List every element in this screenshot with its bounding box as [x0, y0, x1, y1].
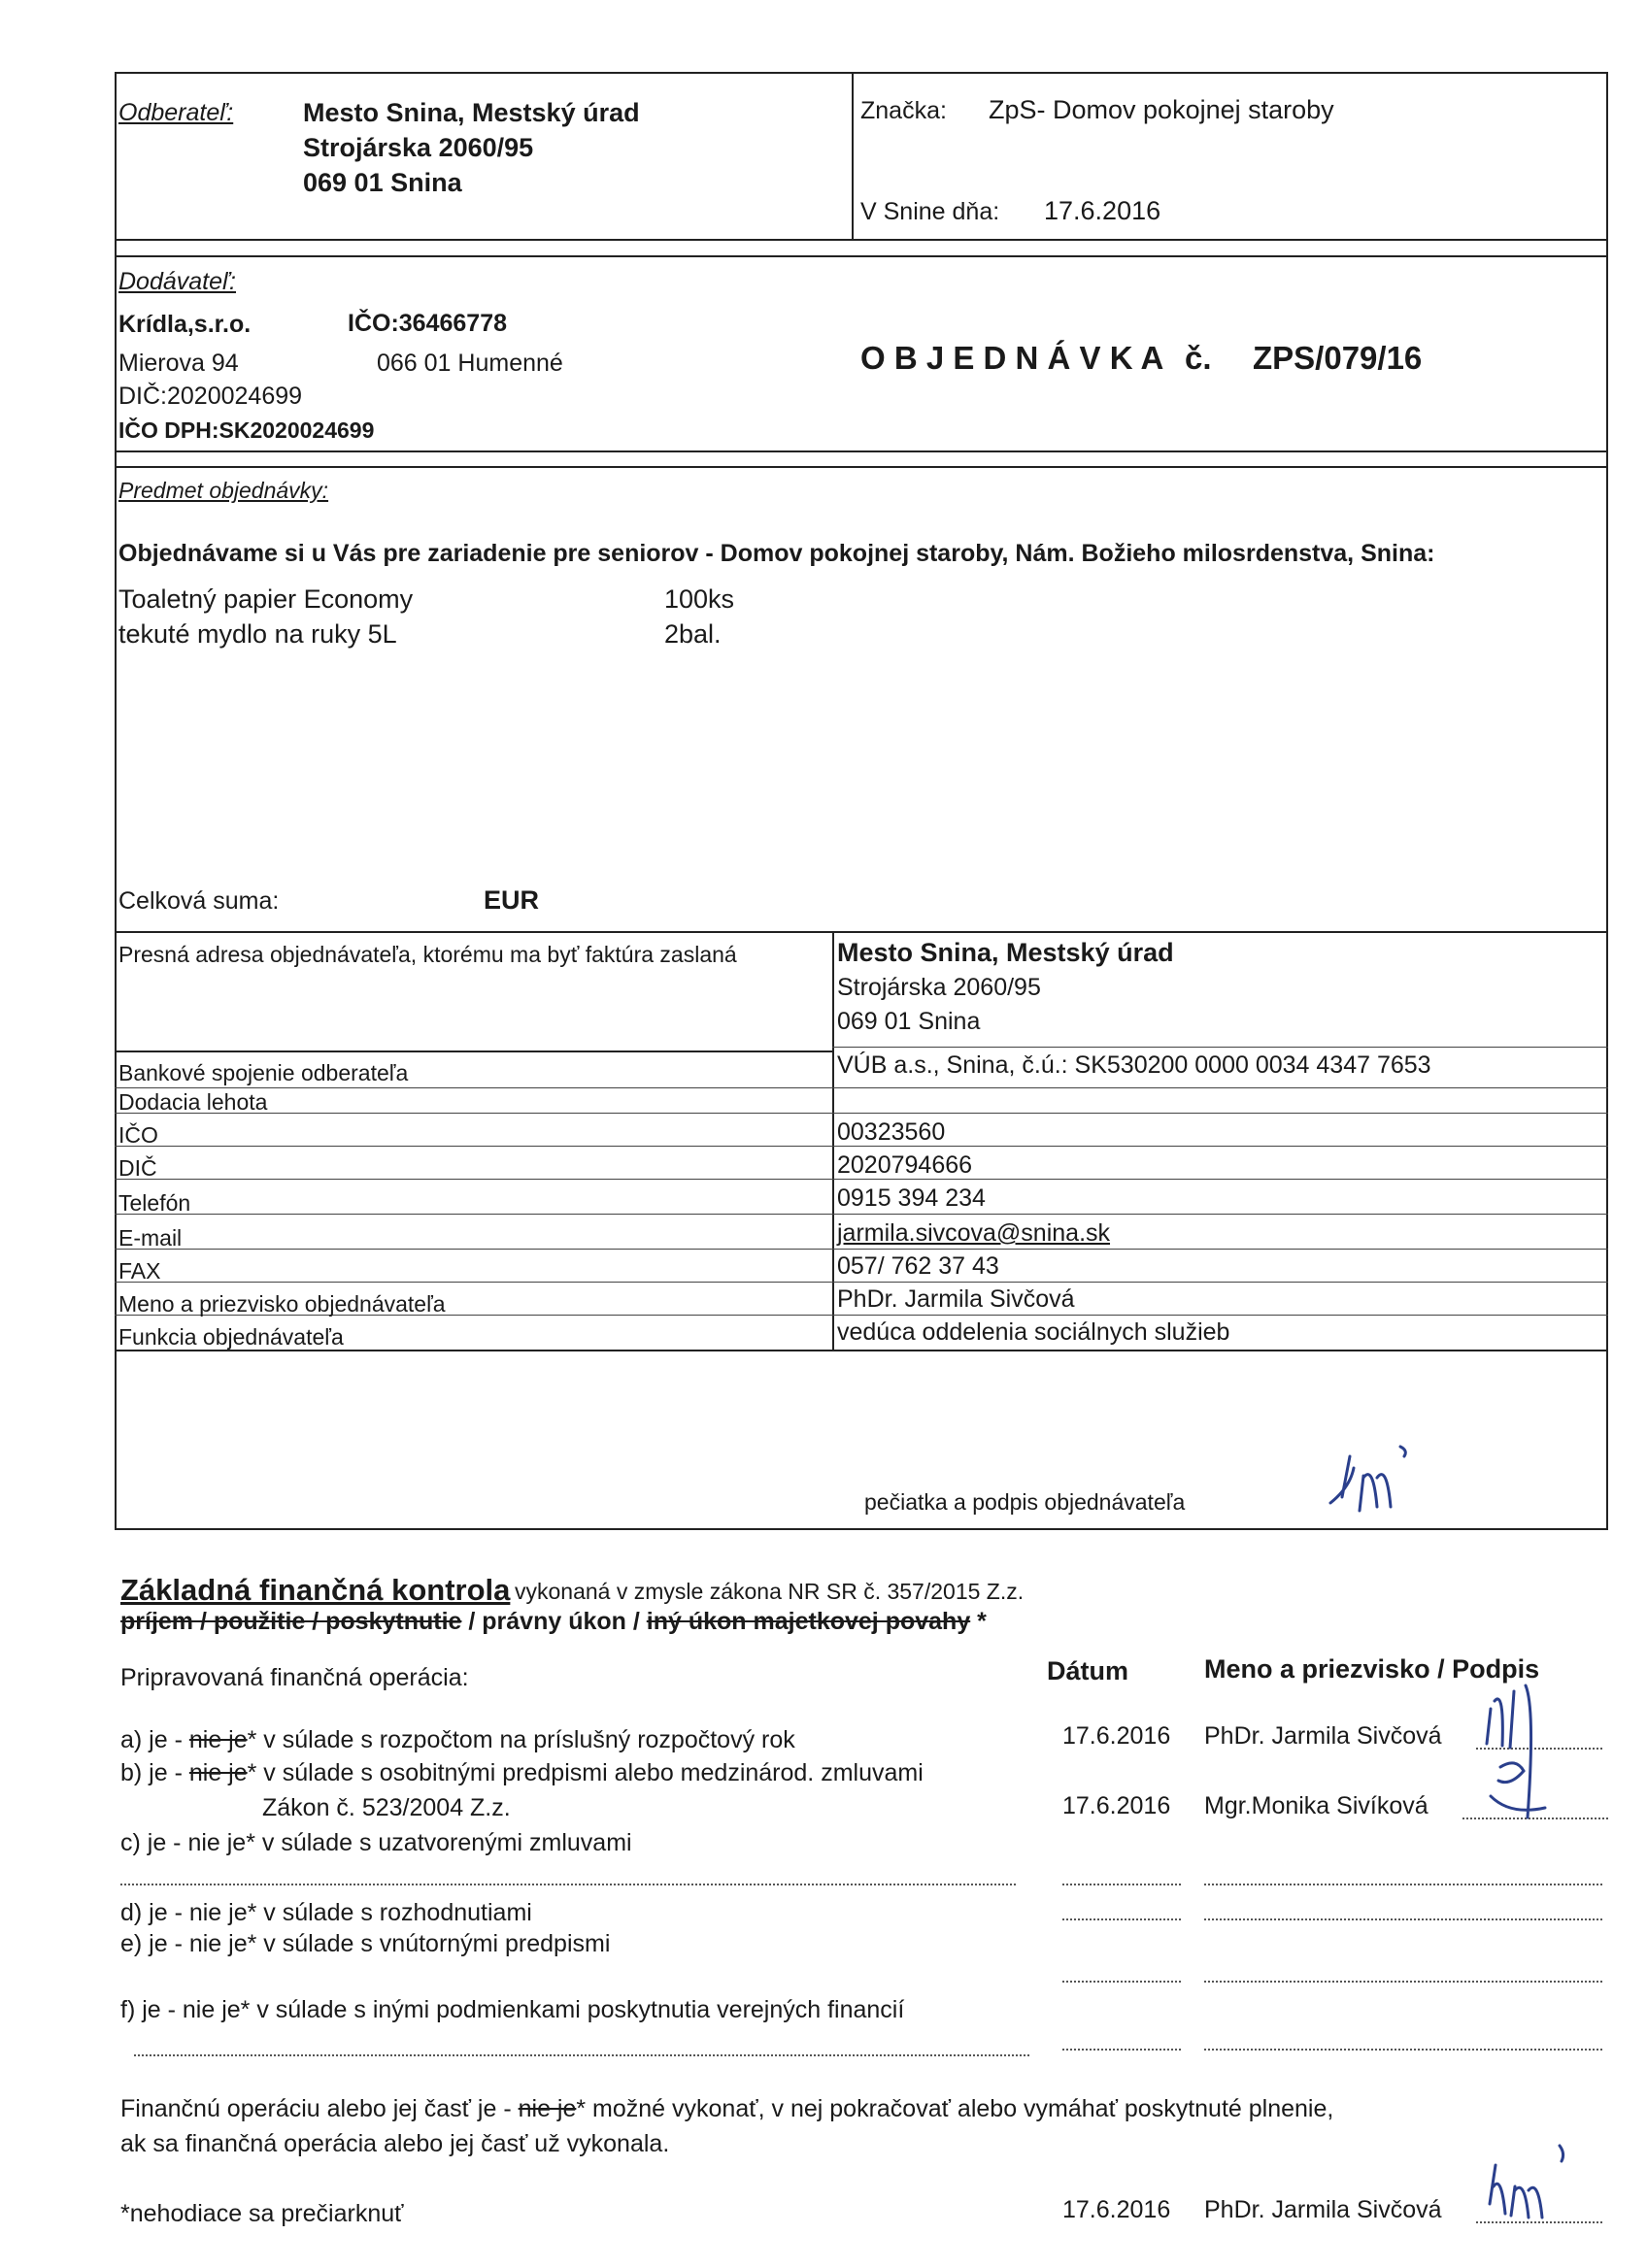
odberatel-label: Odberateľ: [118, 99, 234, 126]
phone-value: 0915 394 234 [837, 1184, 986, 1212]
row-b-text: b) je - [120, 1759, 189, 1786]
subject-intro: Objednávame si u Vás pre zariadenie pre seniorov - Domov pokojnej staroby, Nám. Božieho milosrdenstva, Snina: [118, 540, 1435, 567]
struck-text: iný úkon majetkovej povahy [646, 1608, 971, 1635]
row-label: Funkcia objednávateľa [118, 1324, 344, 1350]
fax-value: 057/ 762 37 43 [837, 1252, 999, 1280]
invoice-address-city: 069 01 Snina [837, 1008, 981, 1035]
col-date-header: Dátum [1047, 1656, 1129, 1685]
final-name: PhDr. Jarmila Sivčová [1204, 2196, 1442, 2223]
blank-line [1062, 1981, 1181, 1983]
znacka-label: Značka: [860, 97, 947, 124]
bank-value: VÚB a.s., Snina, č.ú.: SK530200 0000 0034 4347 7653 [837, 1051, 1431, 1079]
orderer-name-value: PhDr. Jarmila Sivčová [837, 1285, 1075, 1313]
row-f-text: f) je - nie je* v súlade s inými podmienkami poskytnutia verejných financií [120, 1996, 905, 2023]
row-label: Bankové spojenie odberateľa [118, 1060, 409, 1085]
row-label: Dodacia lehota [118, 1089, 268, 1115]
blank-line [1204, 1918, 1602, 1920]
struck-text: nie je [518, 2095, 577, 2122]
row-label: IČO [118, 1122, 158, 1148]
subject-label: Predmet objednávky: [118, 478, 329, 503]
row-c-text: c) je - nie je* v súlade s uzatvorenými zmluvami [120, 1829, 632, 1856]
row-b-text: * v súlade s osobitnými predpismi alebo medzinárod. zmluvami [247, 1759, 924, 1786]
znacka-value: ZpS- Domov pokojnej staroby [989, 95, 1334, 124]
order-no-label: č. [1185, 340, 1212, 376]
col-name-header: Meno a priezvisko / Podpis [1204, 1654, 1540, 1684]
invoice-address-street: Strojárska 2060/95 [837, 974, 1041, 1001]
signature-image [1471, 1651, 1568, 1825]
final-date: 17.6.2016 [1062, 2196, 1171, 2223]
legal-act-text: / právny úkon / [468, 1608, 640, 1635]
supplier-street: Mierova 94 [118, 350, 239, 377]
ico-value: 00323560 [837, 1118, 946, 1146]
blank-line [134, 2054, 1029, 2056]
rule-subject-top [115, 466, 1608, 468]
row-a-date: 17.6.2016 [1062, 1722, 1171, 1750]
row-label: E-mail [118, 1225, 183, 1251]
rule-header-bottom [115, 239, 1608, 241]
control-title-rest: vykonaná v zmysle zákona NR SR č. 357/2015 Z.z. [515, 1579, 1025, 1604]
asterisk: * [977, 1608, 987, 1635]
item-name: tekuté mydlo na ruky 5L [118, 619, 397, 649]
control-title: Základná finančná kontrola [120, 1573, 511, 1607]
supplier-ic-dph: IČO DPH:SK2020024699 [118, 417, 375, 443]
final-text: Finančnú operáciu alebo jej časť je - [120, 2095, 519, 2122]
final-text-2: ak sa finančná operácia alebo jej časť už vykonala. [120, 2130, 670, 2157]
order-number: ZPS/079/16 [1253, 340, 1423, 376]
supplier-label: Dodávateľ: [118, 268, 236, 295]
supplier-city: 066 01 Humenné [377, 350, 563, 377]
invoice-address-label: Presná adresa objednávateľa, ktorému ma byť faktúra zaslaná [118, 942, 737, 967]
prep-label: Pripravovaná finančná operácia: [120, 1664, 469, 1691]
total-label: Celková suma: [118, 887, 280, 915]
row-b-name: Mgr.Monika Sivíková [1204, 1792, 1429, 1819]
odberatel-name: Mesto Snina, Mestský úrad [303, 98, 640, 127]
row-label: Meno a priezvisko objednávateľa [118, 1291, 446, 1317]
item-qty: 100ks [664, 584, 735, 614]
stamp-label: pečiatka a podpis objednávateľa [864, 1489, 1186, 1515]
struck-text: nie je [188, 1726, 248, 1753]
row-rule [115, 1087, 1608, 1088]
email-link[interactable]: jarmila.sivcova@snina.sk [837, 1219, 1111, 1247]
footnote: *nehodiace sa prečiarknuť [120, 2200, 404, 2227]
row-rule [832, 1047, 1608, 1048]
odberatel-city: 069 01 Snina [303, 168, 462, 197]
date-value: 17.6.2016 [1044, 196, 1161, 225]
blank-line [1204, 1981, 1602, 1983]
date-label: V Snine dňa: [860, 198, 1000, 225]
row-d-text: d) je - nie je* v súlade s rozhodnutiami [120, 1899, 532, 1926]
blank-line [1204, 2049, 1602, 2051]
supplier-name: Krídla,s.r.o. [118, 311, 252, 338]
dic-value: 2020794666 [837, 1151, 973, 1179]
row-a-name: PhDr. Jarmila Sivčová [1204, 1722, 1442, 1750]
rule [115, 1051, 832, 1052]
row-rule [115, 1282, 1608, 1283]
item-name: Toaletný papier Economy [118, 584, 414, 614]
blank-line [1062, 1884, 1181, 1885]
struck-text: príjem / použitie / poskytnutie [120, 1608, 462, 1635]
row-a-text: a) je - [120, 1726, 189, 1753]
orderer-function-value: vedúca oddelenia sociálnych služieb [837, 1318, 1230, 1346]
row-rule [115, 1249, 1608, 1250]
supplier-dic: DIČ:2020024699 [118, 383, 303, 410]
rule-supplier-bottom [115, 450, 1608, 452]
signature-image [1476, 2136, 1593, 2233]
blank-line [1062, 2049, 1181, 2051]
odberatel-street: Strojárska 2060/95 [303, 133, 534, 162]
divider-header [852, 72, 854, 239]
row-e-text: e) je - nie je* v súlade s vnútornými predpismi [120, 1930, 611, 1957]
final-text: * možné vykonať, v nej pokračovať alebo vymáhať poskytnuté plnenie, [576, 2095, 1334, 2122]
row-b-law: Zákon č. 523/2004 Z.z. [262, 1794, 511, 1821]
rule-supplier-top [115, 255, 1608, 257]
divider-details [832, 931, 834, 1350]
row-label: DIČ [118, 1155, 157, 1181]
row-a-text: * v súlade s rozpočtom na príslušný rozpočtový rok [247, 1726, 795, 1753]
row-rule [115, 1113, 1608, 1114]
blank-line [1204, 1884, 1602, 1885]
order-title: O B J E D N Á V K A [860, 340, 1164, 376]
blank-line [1062, 1918, 1181, 1920]
invoice-address-name: Mesto Snina, Mestský úrad [837, 938, 1174, 967]
row-rule [115, 1214, 1608, 1215]
struck-text: nie je [188, 1759, 248, 1786]
supplier-ico: IČO:36466778 [348, 310, 508, 337]
signature-image [1321, 1418, 1457, 1524]
total-currency: EUR [484, 885, 540, 915]
row-b-date: 17.6.2016 [1062, 1792, 1171, 1819]
blank-line [120, 1884, 1016, 1885]
rule-details-top [115, 931, 1608, 933]
row-label: FAX [118, 1258, 161, 1284]
item-qty: 2bal. [664, 619, 722, 649]
row-label: Telefón [118, 1190, 191, 1216]
